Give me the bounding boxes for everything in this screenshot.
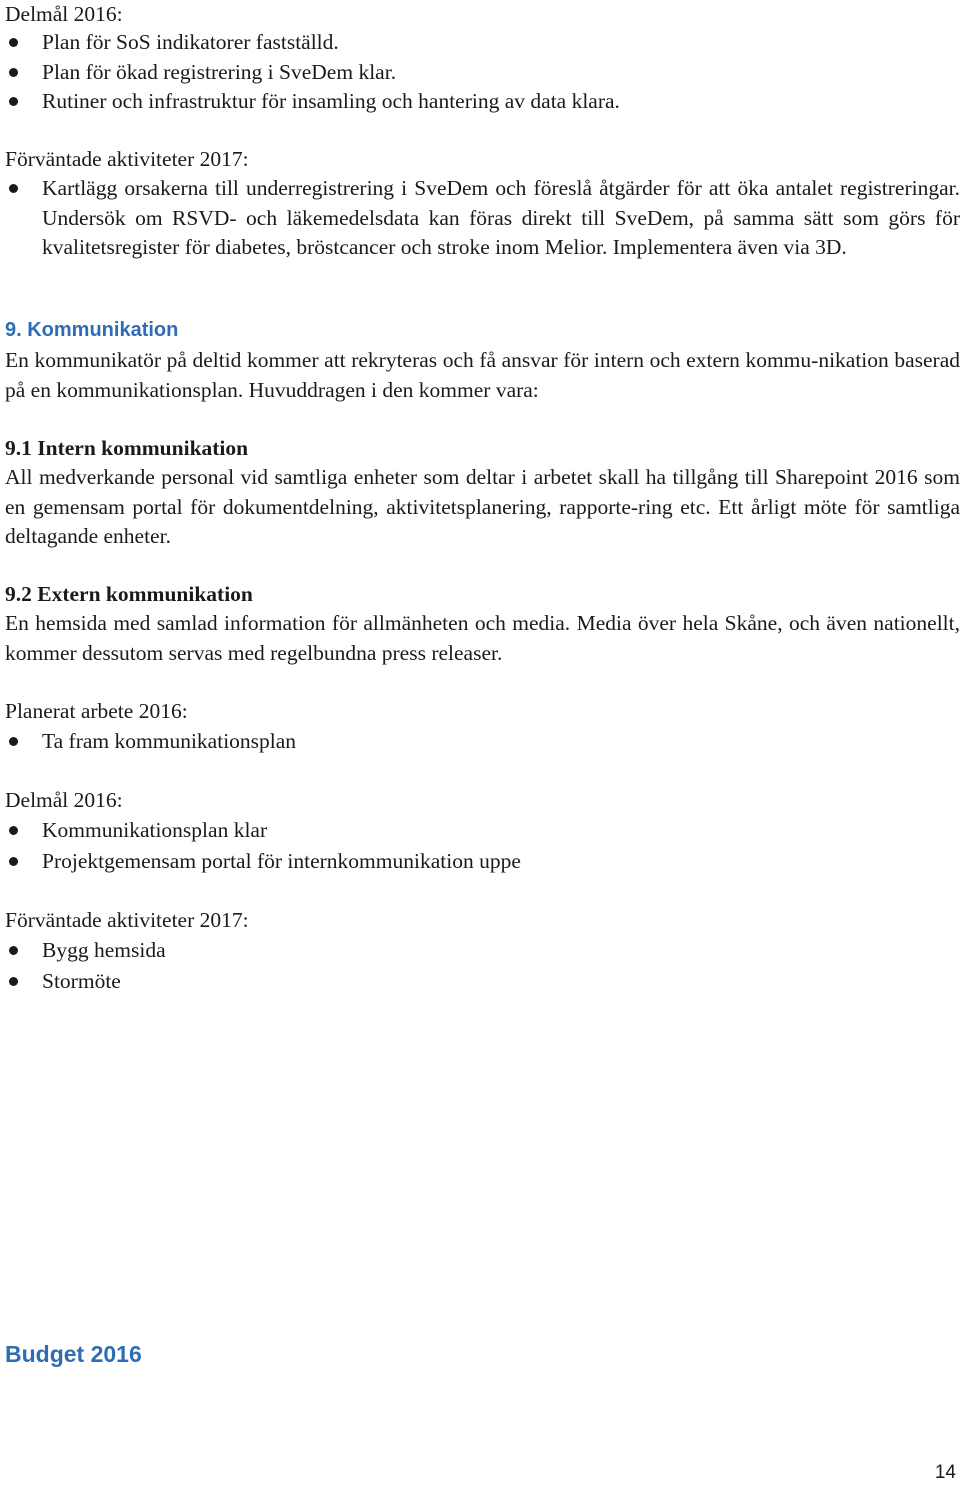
- planerat-arbete-2016-heading: Planerat arbete 2016:: [5, 699, 188, 723]
- intern-kommunikation-paragraph: All medverkande personal vid samtliga enheter som deltar i arbetet skall ha tillgång till Sharepoint 2016 som en gemensam portal för dokumentdelning, aktivitetsplanering, rapporte-ring etc. Ett årligt möte för samtliga deltagande enheter.: [5, 465, 960, 548]
- forvantade-aktiviteter-list-2: [5, 936, 955, 996]
- subsection-heading-extern: 9.2 Extern kommunikation: [5, 582, 253, 606]
- budget-2016-heading: Budget 2016: [5, 1341, 142, 1367]
- delmal-2016-list-2: [5, 816, 955, 876]
- section-heading-kommunikation: 9. Kommunikation: [5, 319, 179, 341]
- list-item: Kartlägg orsakerna till underregistrering i SveDem och föreslå åtgärder för att öka antalet registreringar. Undersök om RSVD- och läkemedelsdata kan föras direkt till SveDem, på samma sätt som görs för kvalitetsregister för diabetes, bröstcancer och stroke inom Melior. Implementera även via 3D.: [5, 174, 960, 263]
- list-item: Ta fram kommunikationsplan: [5, 727, 955, 757]
- list-item: Rutiner och infrastruktur för insamling och hantering av data klara.: [5, 87, 955, 117]
- delmal-2016-list: [5, 28, 955, 117]
- delmal-2016-heading: Delmål 2016:: [5, 2, 123, 26]
- list-item: Kommunikationsplan klar: [5, 816, 955, 846]
- forvantade-aktiviteter-2017-heading: Förväntade aktiviteter 2017:: [5, 147, 249, 171]
- list-item: Bygg hemsida: [5, 936, 955, 966]
- forvantade-aktiviteter-list: [5, 174, 960, 263]
- list-item: Projektgemensam portal för internkommunikation uppe: [5, 847, 955, 877]
- page-number: 14: [934, 1462, 956, 1483]
- list-item: Plan för ökad registrering i SveDem klar.: [5, 58, 955, 88]
- subsection-heading-intern: 9.1 Intern kommunikation: [5, 436, 249, 460]
- forvantade-aktiviteter-2017-heading-2: Förväntade aktiviteter 2017:: [5, 908, 249, 932]
- extern-kommunikation-paragraph: En hemsida med samlad information för allmänheten och media. Media över hela Skåne, och även nationellt, kommer dessutom servas med regelbundna press releaser.: [5, 611, 960, 665]
- planerat-arbete-list: [5, 727, 955, 757]
- list-item: Stormöte: [5, 967, 955, 997]
- delmal-2016-heading-2: Delmål 2016:: [5, 788, 123, 812]
- kommunikation-paragraph: En kommunikatör på deltid kommer att rekryteras och få ansvar för intern och extern kommu-nikation baserad på en kommunikationsplan. Huvuddragen i den kommer vara:: [5, 348, 960, 402]
- list-item: Plan för SoS indikatorer fastställd.: [5, 28, 955, 58]
